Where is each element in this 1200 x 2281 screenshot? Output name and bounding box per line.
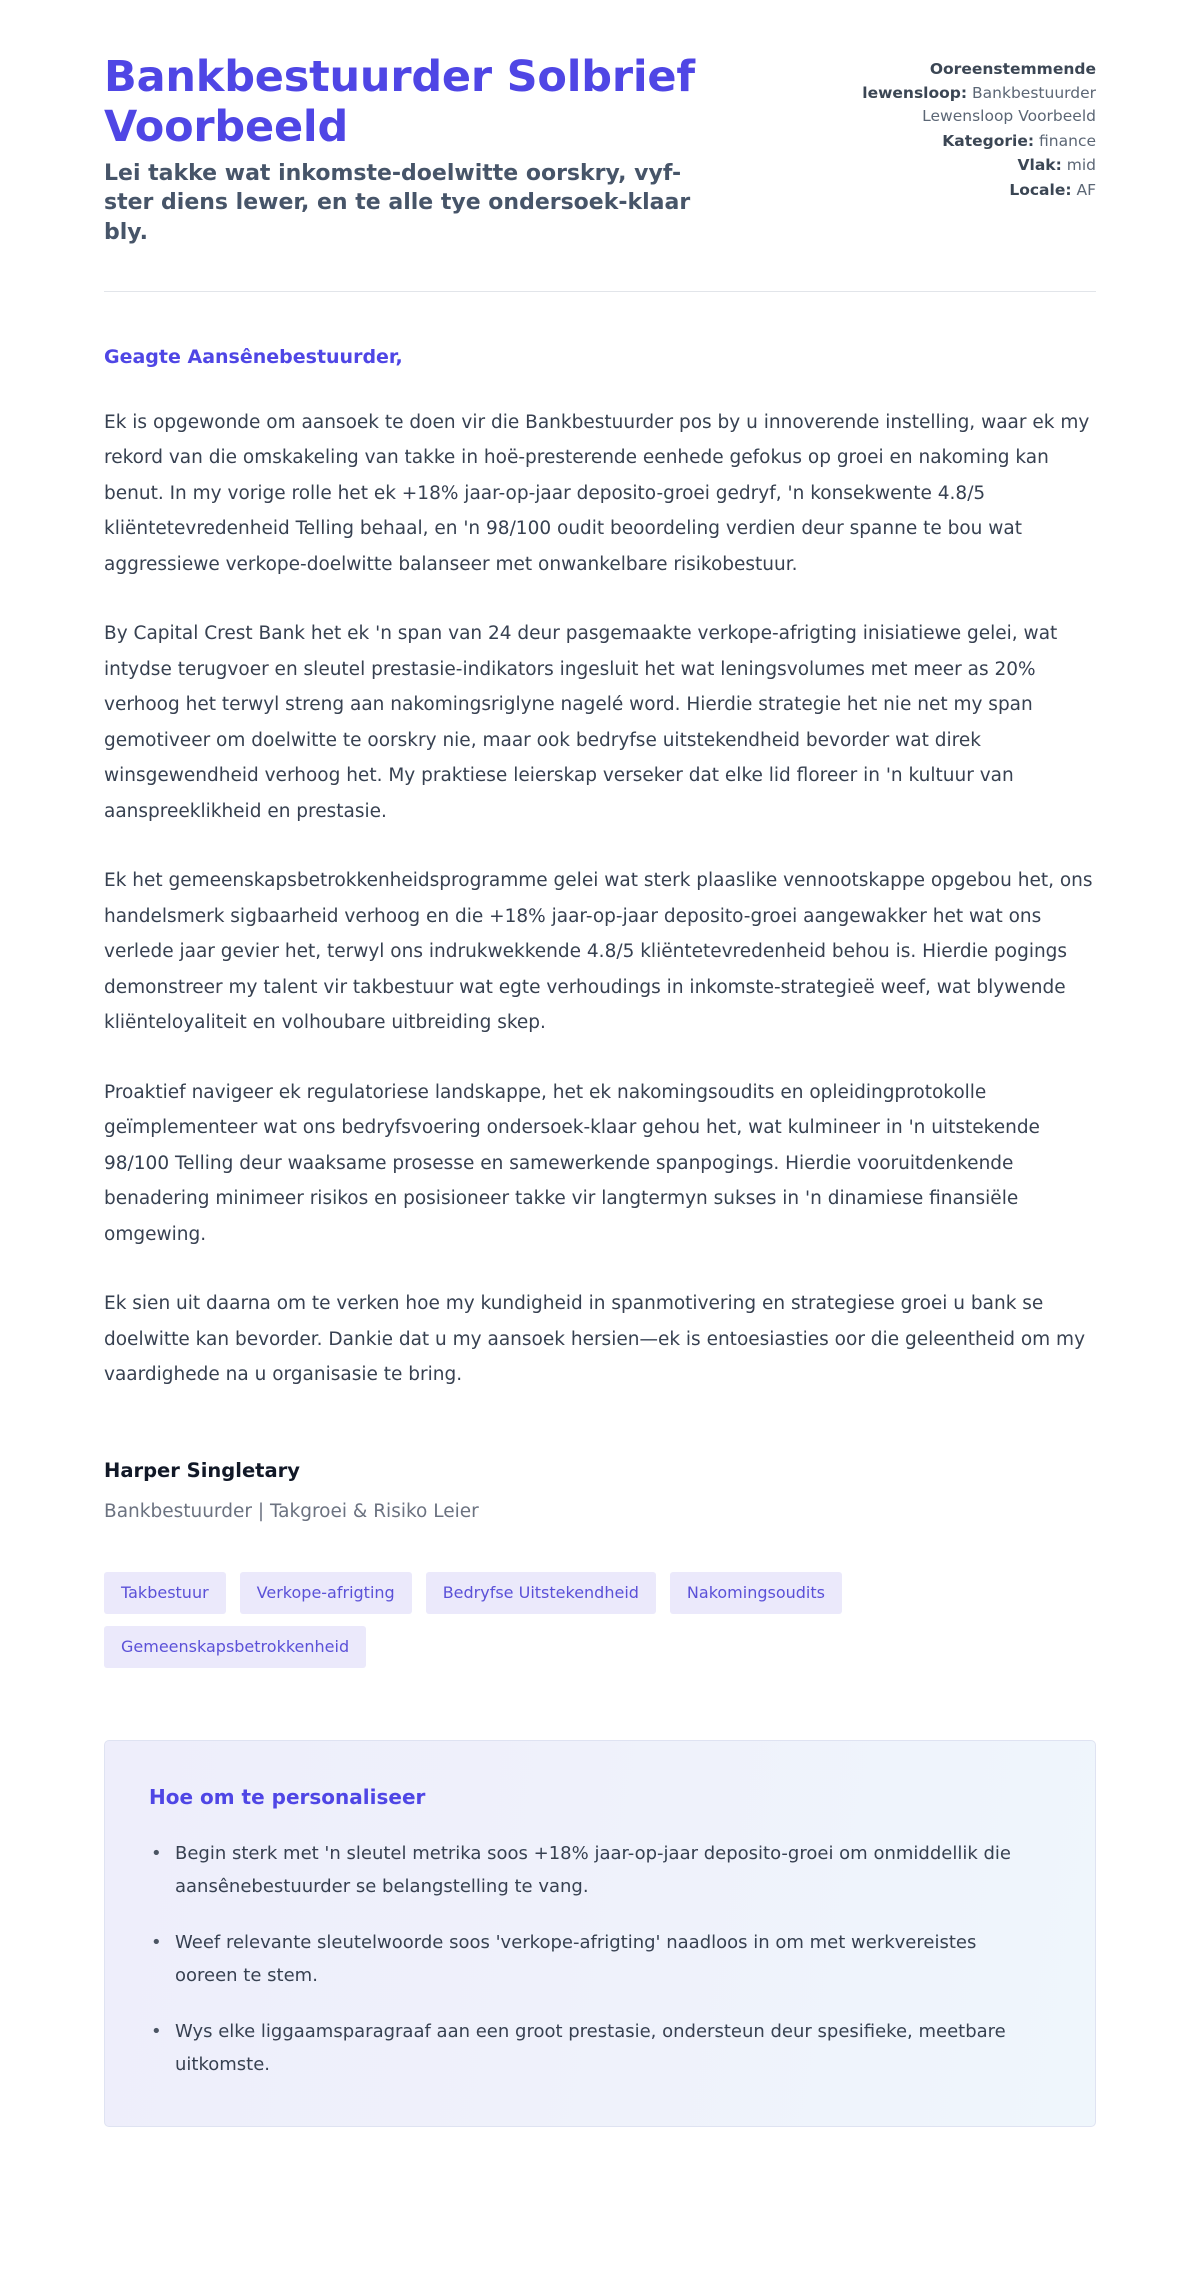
letter-paragraph-5: Ek sien uit daarna om te verken hoe my kundigheid in spanmotivering en strategiese groei u bank se doelwitte kan bevorder. Dankie dat u my aansoek hersien—ek is entoesiasties oor die geleentheid om my vaardighede na u organisasie te bring. bbox=[104, 1293, 1086, 1386]
page-title: Bankbestuurder Solbrief Voorbeeld bbox=[104, 52, 695, 153]
document-meta bbox=[826, 52, 1096, 203]
meta-value-category: finance bbox=[1039, 131, 1096, 150]
meta-value-locale: AF bbox=[1076, 180, 1096, 199]
meta-label-matching-resume: Ooreenstemmende lewensloop: bbox=[862, 60, 1096, 102]
callout-tip-item: • Wys elke liggaamsparagraaf aan een groot prestasie, ondersteun deur spesifieke, meetbare uitkomste. bbox=[149, 2015, 1029, 2082]
header-title-block bbox=[104, 52, 724, 247]
tag-list bbox=[104, 1572, 1004, 1668]
tag-chip[interactable]: Bedryfse Uitstekendheid bbox=[426, 1572, 656, 1614]
meta-row-matching-resume bbox=[826, 58, 1096, 129]
letter-paragraph-4: Proaktief navigeer ek regulatoriese landskappe, het ek nakomingsoudits en opleidingprotokolle geïmplementeer wat ons bedryfsvoering ondersoek-klaar gehou het, wat kulmineer in 'n uitstekende 98/100 Telling deur waaksame prosesse en samewerkende spanpogings. Hierdie vooruitdenkende benadering minimeer risikos en posisioneer takke vir langtermyn sukses in 'n dinamiese finansiële omgewing. bbox=[104, 1081, 1040, 1245]
callout-tip-item: • Begin sterk met 'n sleutel metrika soos +18% jaar-op-jaar deposito-groei om onmiddellik die aansênebestuurder se belangstelling te vang. bbox=[149, 1837, 1029, 1904]
meta-label-category: Kategorie: bbox=[942, 131, 1035, 150]
tag-chip[interactable]: Gemeenskapsbetrokkenheid bbox=[104, 1626, 366, 1668]
callout-tip-list bbox=[149, 1837, 1051, 2082]
meta-row-category bbox=[826, 130, 1096, 154]
meta-label-locale: Locale: bbox=[1009, 180, 1072, 199]
personalization-callout bbox=[104, 1740, 1096, 2127]
letter-paragraph-3: Ek het gemeenskapsbetrokkenheidsprogramme gelei wat sterk plaaslike vennootskappe opgebou het, ons handelsmerk sigbaarheid verhoog en die +18% jaar-op-jaar deposito-groei aangewakker het wat ons verlede jaar gevier het, terwyl ons indrukwekkende 4.8/5 kliëntetevredenheid behou is. Hierdie pogings demonstreer my talent vir takbestuur wat egte verhoudings in inkomste-strategieë weef, wat blywende kliënteloyaliteit en volhoubare uitbreiding skep. bbox=[104, 870, 1093, 1034]
callout-title: Hoe om te personaliseer bbox=[149, 1785, 426, 1810]
letter-paragraph-1: Ek is opgewonde om aansoek te doen vir die Bankbestuurder pos by u innoverende instelling, waar ek my rekord van die omskakeling van takke in hoë-presterende eenhede gefokus op groei en nakoming kan benut. In my vorige rolle het ek +18% jaar-op-jaar deposito-groei gedryf, 'n konsekwente 4.8/5 kliëntetevredenheid Telling behaal, en 'n 98/100 oudit beoordeling verdien deur spanne te bou wat aggressiewe verkope-doelwitte balanseer met onwankelbare risikobestuur. bbox=[104, 411, 1090, 575]
meta-value-matching-resume: Bankbestuurder Lewensloop Voorbeeld bbox=[922, 83, 1096, 126]
signature-role: Bankbestuurder | Takgroei & Risiko Leier bbox=[104, 1501, 479, 1523]
callout-tip-item: • Weef relevante sleutelwoorde soos 'verkope-afrigting' naadloos in om met werkvereistes ooreen te stem. bbox=[149, 1926, 1029, 1993]
letter-paragraph-2: By Capital Crest Bank het ek 'n span van 24 deur pasgemaakte verkope-afrigting inisiatiewe gelei, wat intydse terugvoer en sleutel prestasie-indikators ingesluit het wat leningsvolumes met meer as 20% verhoog het terwyl streng aan nakomingsriglyne nagelé word. Hierdie strategie het nie net my span gemotiveer om doelwitte te oorskry nie, maar ook bedryfse uitstekendheid bevorder wat direk winsgewendheid verhoog het. My praktiese leierskap verseker dat elke lid floreer in 'n kultuur van aanspreeklikheid en prestasie. bbox=[104, 623, 1058, 822]
signature-name: Harper Singletary bbox=[104, 1458, 300, 1482]
document-header bbox=[104, 52, 1096, 247]
salutation: Geagte Aansênebestuurder, bbox=[104, 346, 403, 368]
meta-row-level bbox=[826, 154, 1096, 178]
meta-value-level: mid bbox=[1066, 156, 1096, 175]
tag-chip[interactable]: Takbestuur bbox=[104, 1572, 226, 1614]
meta-label-level: Vlak: bbox=[1017, 156, 1062, 175]
signature-block bbox=[104, 1457, 1096, 1526]
meta-row-locale bbox=[826, 179, 1096, 203]
page-subtitle: Lei takke wat inkomste-doelwitte oorskry, vyf-ster diens lewer, en te alle tye ondersoek-klaar bly. bbox=[104, 160, 691, 245]
header-divider bbox=[104, 291, 1096, 292]
tag-chip[interactable]: Verkope-afrigting bbox=[240, 1572, 412, 1614]
tag-chip[interactable]: Nakomingsoudits bbox=[670, 1572, 842, 1614]
letter-body bbox=[104, 344, 1096, 1393]
